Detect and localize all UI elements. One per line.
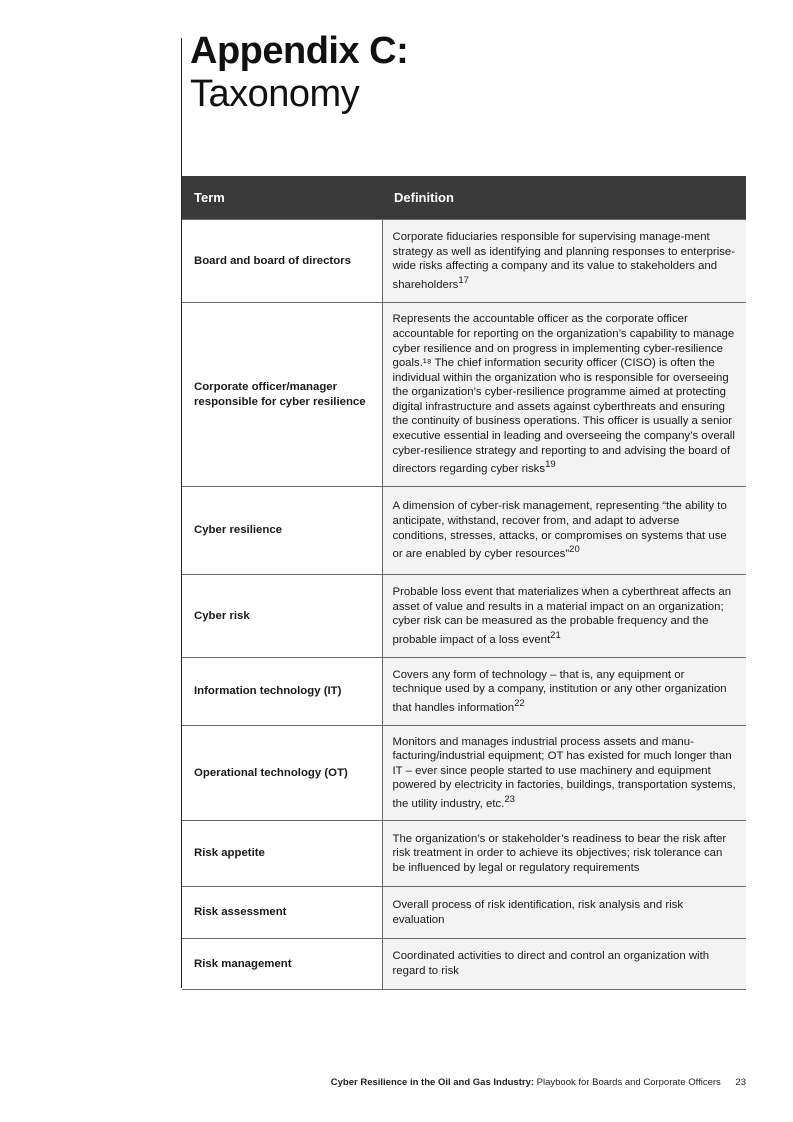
header-definition: Definition [382, 176, 746, 220]
definition-cell [382, 821, 746, 887]
footnote-ref: 17 [458, 274, 469, 286]
footnote-ref: 23 [504, 793, 515, 805]
term-cell: Risk appetite [182, 821, 382, 887]
table-header-row [182, 176, 746, 220]
definition-cell [382, 658, 746, 726]
footer-publication-title: Cyber Resilience in the Oil and Gas Industry: [330, 1077, 535, 1088]
table-row [182, 303, 746, 487]
definition-cell [382, 726, 746, 821]
definition-text: A dimension of cyber-risk management, representing “the ability to anticipate, withstand, recover from, and adapt to adverse conditions, stresses, attacks, or compromises on systems that use or are enabled by cyber resources” [392, 500, 727, 560]
definition-text: Corporate fiduciaries responsible for supervising manage-ment strategy as well as identifying and planning responses to enterprise-wide risks affecting a company and its value to stakeholders and shareholders [392, 230, 736, 291]
definition-text: Represents the accountable officer as the corporate officer accountable for reporting on the organization’s capability to manage cyber resilience and on progress in implementing cyber-resilience goals.¹⁸ The chief information security officer (CISO) is often the individual within the organization who is responsible for overseeing the organization’s cyber-resilience programme aimed at protecting digital infrastructure and assets against cyberthreats and ensuring the continuity of business operations. This officer is usually a senior executive essential in leading and overseeing the company’s overall cyber-resilience strategy and reporting to and advising the board of directors regarding cyber risks [392, 313, 735, 476]
definition-text: Probable loss event that materializes when a cyberthreat affects an asset of value and results in a material impact on an organization; cyber risk can be measured as the probable frequency and the probable impact of a loss event [392, 585, 732, 646]
term-cell: Information technology (IT) [182, 658, 382, 726]
term-cell: Cyber risk [182, 575, 382, 658]
term-cell: Operational technology (OT) [182, 726, 382, 821]
table-row [182, 575, 746, 658]
table-row [182, 726, 746, 821]
term-cell: Board and board of directors [182, 220, 382, 303]
definition-text: Overall process of risk identification, risk analysis and risk evaluation [392, 898, 684, 926]
term-cell: Cyber resilience [182, 487, 382, 575]
term-cell: Corporate officer/manager responsible for cyber resilience [182, 303, 382, 487]
page-title [190, 30, 408, 116]
footnote-ref: 21 [550, 629, 561, 641]
definition-cell [382, 220, 746, 303]
definition-text: Covers any form of technology – that is, any equipment or technique used by a company, institution or any other organization that handles information [392, 668, 727, 714]
footnote-ref: 19 [545, 459, 556, 471]
page-number: 23 [735, 1077, 746, 1088]
header-term: Term [182, 176, 382, 220]
footnote-ref: 20 [569, 544, 580, 556]
definition-cell [382, 887, 746, 939]
definition-cell [382, 303, 746, 487]
definition-cell [382, 487, 746, 575]
definition-text: Coordinated activities to direct and control an organization with regard to risk [392, 950, 710, 977]
table-row [182, 658, 746, 726]
table-row [182, 220, 746, 303]
definition-text: Monitors and manages industrial process assets and manu-facturing/industrial equipment; OT has existed for much longer than IT – ever since people started to use machinery and equipment powered by electricity in factories, buildings, transportation systems, the utility industry, etc. [392, 735, 736, 810]
title-line-2: Taxonomy [190, 73, 360, 115]
table-row [182, 821, 746, 887]
table-row [182, 939, 746, 990]
title-line-1: Appendix C: [190, 30, 409, 72]
footnote-ref: 22 [514, 697, 525, 709]
table-row [182, 487, 746, 575]
definition-cell [382, 575, 746, 658]
taxonomy-table [182, 176, 746, 990]
table-row [182, 887, 746, 939]
definition-text: The organization’s or stakeholder’s readiness to bear the risk after risk treatment in order to achieve its objectives; risk tolerance can be influenced by legal or regulatory requirements [392, 832, 727, 874]
footer-subtitle: Playbook for Boards and Corporate Officers [536, 1077, 721, 1088]
term-cell: Risk management [182, 939, 382, 990]
term-cell: Risk assessment [182, 887, 382, 939]
definition-cell [382, 939, 746, 990]
page-footer [331, 1077, 746, 1088]
